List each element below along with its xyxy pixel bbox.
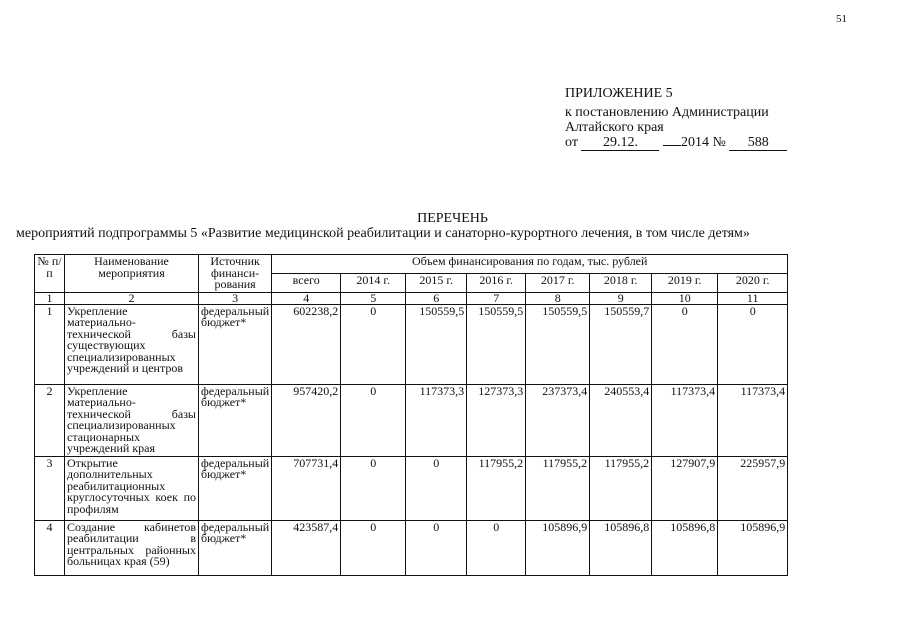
column-number: 10 <box>652 292 718 304</box>
table-row <box>35 304 788 384</box>
column-number-row <box>35 292 788 304</box>
header-source: Источник финанси-рования <box>199 255 272 293</box>
header-volume: Объем финансирования по годам, тыс. рублей <box>272 255 788 274</box>
row-value: 0 <box>406 456 467 520</box>
year-value: 2014 № <box>680 135 726 150</box>
row-source: федеральный бюджет* <box>199 520 272 575</box>
row-source: федеральный бюджет* <box>199 384 272 456</box>
row-value: 0 <box>341 384 406 456</box>
funding-table <box>34 254 788 576</box>
date-prefix: от <box>565 135 578 150</box>
row-value: 117955,2 <box>590 456 652 520</box>
doc-number: 588 <box>729 136 787 151</box>
row-value-total: 707731,4 <box>272 456 341 520</box>
row-value: 105896,9 <box>718 520 788 575</box>
row-source: федеральный бюджет* <box>199 456 272 520</box>
row-value: 0 <box>652 304 718 384</box>
header-num: № п/п <box>35 255 65 293</box>
appendix-line-1: к постановлению Администрации <box>565 105 769 120</box>
column-number: 5 <box>341 292 406 304</box>
row-value: 225957,9 <box>718 456 788 520</box>
column-number: 3 <box>199 292 272 304</box>
column-number: 9 <box>590 292 652 304</box>
column-number: 6 <box>406 292 467 304</box>
header-year: 2020 г. <box>718 273 788 292</box>
row-value: 240553,4 <box>590 384 652 456</box>
date-blank <box>663 145 681 146</box>
column-number: 7 <box>467 292 526 304</box>
row-value: 117373,4 <box>652 384 718 456</box>
column-number: 2 <box>65 292 199 304</box>
row-value: 117955,2 <box>526 456 590 520</box>
appendix-date-line <box>565 135 787 151</box>
column-number: 1 <box>35 292 65 304</box>
appendix-block <box>565 86 787 151</box>
row-value: 117373,4 <box>718 384 788 456</box>
row-name: Создание кабинетов реабилитации в центральных районных больницах края (59) <box>65 520 199 575</box>
row-num: 2 <box>35 384 65 456</box>
header-year: 2019 г. <box>652 273 718 292</box>
row-value: 117955,2 <box>467 456 526 520</box>
appendix-title: ПРИЛОЖЕНИЕ 5 <box>565 86 673 101</box>
row-value: 0 <box>341 456 406 520</box>
heading-subtitle: мероприятий подпрограммы 5 «Развитие медицинской реабилитации и санаторно-курортного лечения, в том числе детям» <box>16 226 750 241</box>
row-value: 150559,5 <box>406 304 467 384</box>
row-value: 0 <box>467 520 526 575</box>
row-source: федеральный бюджет* <box>199 304 272 384</box>
row-num: 3 <box>35 456 65 520</box>
row-value: 237373,4 <box>526 384 590 456</box>
row-value: 0 <box>341 304 406 384</box>
row-num: 4 <box>35 520 65 575</box>
row-value: 105896,8 <box>652 520 718 575</box>
row-value: 0 <box>406 520 467 575</box>
row-value-total: 602238,2 <box>272 304 341 384</box>
row-value: 0 <box>718 304 788 384</box>
row-value: 117373,3 <box>406 384 467 456</box>
row-value-total: 957420,2 <box>272 384 341 456</box>
row-value: 127907,9 <box>652 456 718 520</box>
column-number: 8 <box>526 292 590 304</box>
table-row <box>35 456 788 520</box>
column-number: 11 <box>718 292 788 304</box>
heading-title: ПЕРЕЧЕНЬ <box>417 211 488 226</box>
row-name: Открытие дополнительных реабилитационных круглосуточных коек по профилям <box>65 456 199 520</box>
header-name: Наименование мероприятия <box>65 255 199 293</box>
row-name: Укрепление материально-технической базы специализированных стационарных учреждений края <box>65 384 199 456</box>
header-total: всего <box>272 273 341 292</box>
row-value: 105896,9 <box>526 520 590 575</box>
document-heading <box>0 211 905 241</box>
row-value: 127373,3 <box>467 384 526 456</box>
appendix-line-2: Алтайского края <box>565 120 664 135</box>
table-row <box>35 384 788 456</box>
row-value: 0 <box>341 520 406 575</box>
page-number: 51 <box>836 13 847 25</box>
header-year: 2016 г. <box>467 273 526 292</box>
row-value: 150559,5 <box>467 304 526 384</box>
header-year: 2017 г. <box>526 273 590 292</box>
row-value: 105896,8 <box>590 520 652 575</box>
column-number: 4 <box>272 292 341 304</box>
header-year: 2014 г. <box>341 273 406 292</box>
header-year: 2015 г. <box>406 273 467 292</box>
header-year: 2018 г. <box>590 273 652 292</box>
row-value: 150559,7 <box>590 304 652 384</box>
row-name: Укрепление материально-технической базы существующих специализированных учреждений и центров <box>65 304 199 384</box>
table-row <box>35 520 788 575</box>
row-value-total: 423587,4 <box>272 520 341 575</box>
date-value: 29.12. <box>581 136 659 151</box>
row-value: 150559,5 <box>526 304 590 384</box>
row-num: 1 <box>35 304 65 384</box>
